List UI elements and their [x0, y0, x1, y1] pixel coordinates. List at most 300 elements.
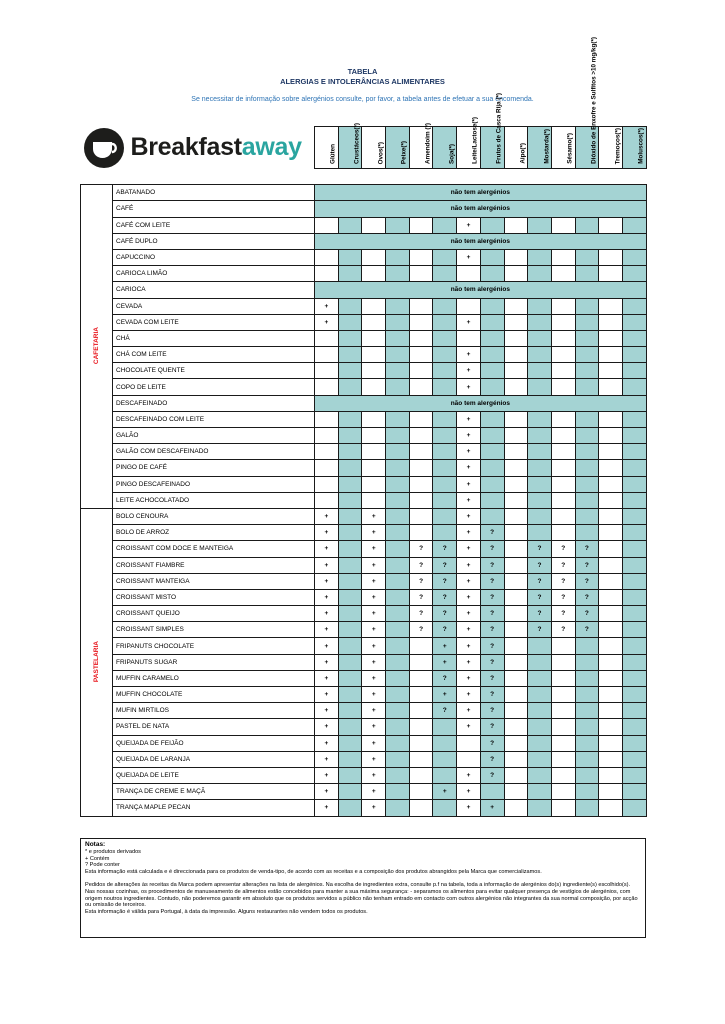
allergen-cell [599, 573, 623, 589]
allergen-cell [551, 444, 575, 460]
header-spacer-row [81, 169, 647, 185]
table-row [81, 606, 647, 622]
allergen-cell [575, 654, 599, 670]
product-name: FRIPANUTS SUGAR [113, 654, 315, 670]
allergen-cell [599, 670, 623, 686]
allergen-cell: ? [575, 589, 599, 605]
allergen-cell [409, 330, 433, 346]
allergen-cell: + [457, 800, 481, 816]
document-title-line-2: ALERGIAS E INTOLERÂNCIAS ALIMENTARES [280, 77, 445, 86]
allergen-cell: + [362, 589, 386, 605]
allergen-cell: + [315, 751, 339, 767]
allergen-cell: + [315, 314, 339, 330]
allergen-cell [575, 687, 599, 703]
allergen-cell [622, 751, 646, 767]
table-row [81, 185, 647, 201]
allergen-cell [409, 719, 433, 735]
allergen-cell: + [362, 703, 386, 719]
allergen-cell [338, 589, 362, 605]
allergen-cell [528, 217, 552, 233]
allergen-cell: + [457, 314, 481, 330]
allergen-cell [386, 460, 410, 476]
allergen-cell: + [315, 525, 339, 541]
brand-word-accent: away [241, 133, 302, 161]
allergen-cell [528, 428, 552, 444]
allergen-cell [622, 784, 646, 800]
allergen-cell [622, 767, 646, 783]
allergen-cell [622, 622, 646, 638]
document-title: TABELA [347, 67, 378, 76]
allergen-cell [338, 638, 362, 654]
allergen-cell: ? [528, 622, 552, 638]
allergen-cell [480, 460, 504, 476]
table-row [81, 347, 647, 363]
allergen-cell: + [457, 784, 481, 800]
allergen-cell [409, 347, 433, 363]
allergen-cell [504, 670, 528, 686]
allergen-cell [622, 654, 646, 670]
allergen-cell [409, 703, 433, 719]
allergen-cell [386, 622, 410, 638]
allergen-cell [504, 687, 528, 703]
allergen-cell [362, 411, 386, 427]
notes-line: Esta informação está calculada e é direccionada para os produtos de venda-tipo, de acordo com as receitas e a composição dos produtos abrangidos pela Marca que comercializamos. [85, 869, 542, 876]
table-row [81, 557, 647, 573]
allergen-cell: + [433, 654, 457, 670]
allergen-cell [504, 330, 528, 346]
product-name: CAPUCCINO [113, 249, 315, 265]
allergen-cell: ? [409, 573, 433, 589]
allergen-cell: + [315, 298, 339, 314]
allergen-cell [315, 492, 339, 508]
allergen-cell [504, 476, 528, 492]
table-row [81, 573, 647, 589]
allergen-cell: + [315, 589, 339, 605]
allergen-cell [433, 751, 457, 767]
product-name: MUFIN MIRTILOS [113, 703, 315, 719]
allergen-cell: ? [575, 573, 599, 589]
no-allergens-cell: não tem alergénios [315, 201, 647, 217]
allergen-cell [528, 719, 552, 735]
allergen-cell: + [315, 638, 339, 654]
allergen-cell [386, 411, 410, 427]
allergen-cell [528, 800, 552, 816]
allergen-cell [551, 476, 575, 492]
allergen-cell [528, 249, 552, 265]
table-row [81, 298, 647, 314]
allergen-cell [338, 217, 362, 233]
allergen-cell [622, 411, 646, 427]
allergen-cell [315, 411, 339, 427]
allergen-cell: + [362, 670, 386, 686]
allergen-cell [409, 460, 433, 476]
allergen-cell [338, 444, 362, 460]
allergen-cell: + [315, 687, 339, 703]
allergen-cell [457, 330, 481, 346]
allergen-cell: + [315, 541, 339, 557]
allergen-cell [386, 735, 410, 751]
allergen-cell [504, 314, 528, 330]
allergen-cell [575, 751, 599, 767]
allergen-cell: + [457, 687, 481, 703]
allergen-cell [362, 266, 386, 282]
allergen-cell: + [315, 735, 339, 751]
allergen-cell [551, 347, 575, 363]
notes-line: + Contém [85, 855, 110, 862]
allergen-cell [599, 638, 623, 654]
allergen-cell [315, 460, 339, 476]
allergen-cell [575, 638, 599, 654]
allergen-cell [504, 800, 528, 816]
allergen-cell [622, 428, 646, 444]
allergen-cell: + [362, 784, 386, 800]
allergen-cell [622, 800, 646, 816]
allergen-cell [480, 379, 504, 395]
allergen-cell: ? [480, 525, 504, 541]
allergen-cell [551, 800, 575, 816]
allergen-cell: ? [409, 606, 433, 622]
allergen-cell [528, 444, 552, 460]
allergen-cell [622, 249, 646, 265]
allergen-cell [551, 266, 575, 282]
brand-word-main: Breakfast [130, 133, 242, 161]
allergen-cell [480, 411, 504, 427]
allergen-cell [575, 719, 599, 735]
product-name: CROISSANT MANTEIGA [113, 573, 315, 589]
allergen-cell [599, 719, 623, 735]
allergen-cell [622, 687, 646, 703]
allergen-cell: ? [575, 606, 599, 622]
allergen-cell: + [457, 428, 481, 444]
category-cell [81, 508, 113, 816]
table-row [81, 233, 647, 249]
allergen-cell [551, 751, 575, 767]
product-name: QUEIJADA DE LARANJA [113, 751, 315, 767]
allergen-cell [504, 735, 528, 751]
allergen-cell [528, 314, 552, 330]
allergen-cell [575, 428, 599, 444]
allergen-cell [622, 557, 646, 573]
allergen-cell [504, 411, 528, 427]
allergen-cell [386, 719, 410, 735]
allergen-cell [528, 363, 552, 379]
allergen-cell [409, 266, 433, 282]
allergen-cell [575, 217, 599, 233]
allergen-cell [433, 444, 457, 460]
allergen-cell: + [362, 557, 386, 573]
allergen-cell [504, 492, 528, 508]
table-row [81, 654, 647, 670]
allergen-cell [433, 476, 457, 492]
product-name: CAFÉ [113, 201, 315, 217]
allergen-cell [338, 573, 362, 589]
allergen-cell [433, 525, 457, 541]
allergen-cell [362, 460, 386, 476]
allergen-cell: ? [409, 541, 433, 557]
allergen-cell [433, 330, 457, 346]
allergen-cell: ? [480, 767, 504, 783]
allergen-cell [433, 800, 457, 816]
allergen-table-body [81, 185, 647, 816]
allergen-label: Mostarda(*) [543, 129, 551, 164]
allergen-cell [338, 428, 362, 444]
allergen-cell [338, 347, 362, 363]
allergen-cell [433, 379, 457, 395]
allergen-cell [622, 573, 646, 589]
allergen-cell [362, 492, 386, 508]
allergen-cell [362, 428, 386, 444]
allergen-cell [480, 266, 504, 282]
product-name: CEVADA COM LEITE [113, 314, 315, 330]
table-row [81, 379, 647, 395]
allergen-cell [575, 525, 599, 541]
allergen-cell [575, 767, 599, 783]
allergen-cell [528, 508, 552, 524]
allergen-cell [362, 314, 386, 330]
allergen-cell: + [457, 654, 481, 670]
allergen-cell [504, 541, 528, 557]
allergen-cell: + [457, 444, 481, 460]
allergen-cell [551, 298, 575, 314]
allergen-cell [433, 217, 457, 233]
allergen-cell: ? [528, 541, 552, 557]
notes-line: ? Pode conter [85, 862, 120, 869]
allergen-cell [480, 363, 504, 379]
allergen-cell: + [362, 606, 386, 622]
table-row [81, 249, 647, 265]
allergen-cell [622, 298, 646, 314]
allergen-cell: + [362, 767, 386, 783]
allergen-cell [386, 525, 410, 541]
allergen-cell [528, 735, 552, 751]
allergen-cell [338, 411, 362, 427]
allergen-cell [599, 411, 623, 427]
allergen-cell [315, 428, 339, 444]
allergen-cell [315, 444, 339, 460]
allergen-cell [504, 525, 528, 541]
table-row [81, 476, 647, 492]
allergen-cell [551, 492, 575, 508]
allergen-cell [622, 460, 646, 476]
allergen-cell [504, 654, 528, 670]
allergen-cell [409, 508, 433, 524]
allergen-cell [409, 525, 433, 541]
table-row [81, 784, 647, 800]
coffee-cup-icon [83, 127, 125, 169]
allergen-cell: + [433, 687, 457, 703]
allergen-cell [409, 411, 433, 427]
allergen-cell [575, 444, 599, 460]
allergen-cell [528, 379, 552, 395]
product-name: ABATANADO [113, 185, 315, 201]
allergen-cell [504, 606, 528, 622]
allergen-column-header [575, 37, 599, 169]
allergen-cell [504, 298, 528, 314]
allergen-cell [338, 266, 362, 282]
allergen-cell [338, 654, 362, 670]
allergen-cell [386, 784, 410, 800]
allergen-cell: + [315, 767, 339, 783]
allergen-cell [386, 654, 410, 670]
allergen-cell [409, 800, 433, 816]
product-name: DESCAFEINADO [113, 395, 315, 411]
table-row [81, 282, 647, 298]
allergen-label: Crustáceos(*) [353, 123, 361, 164]
allergen-cell [528, 411, 552, 427]
brand-wordmark [131, 133, 302, 162]
allergen-cell [599, 379, 623, 395]
allergen-cell [528, 476, 552, 492]
allergen-cell [504, 719, 528, 735]
allergen-cell [575, 266, 599, 282]
allergen-cell [409, 492, 433, 508]
allergen-cell [551, 638, 575, 654]
allergen-cell [386, 330, 410, 346]
allergen-cell [433, 411, 457, 427]
allergen-cell: ? [480, 719, 504, 735]
allergen-cell: ? [528, 606, 552, 622]
allergen-cell [433, 719, 457, 735]
allergen-cell [409, 444, 433, 460]
allergen-cell [599, 508, 623, 524]
allergen-cell [551, 525, 575, 541]
allergen-cell: ? [528, 573, 552, 589]
allergen-cell: + [457, 347, 481, 363]
allergen-cell: + [457, 411, 481, 427]
allergen-cell [386, 557, 410, 573]
allergen-cell [622, 492, 646, 508]
allergen-label: Sésamo(*) [566, 133, 574, 164]
allergen-cell [386, 751, 410, 767]
allergen-cell: + [315, 606, 339, 622]
allergen-cell [480, 347, 504, 363]
allergen-cell: + [315, 654, 339, 670]
allergen-cell [386, 363, 410, 379]
allergen-cell: + [457, 606, 481, 622]
allergen-cell [338, 492, 362, 508]
allergen-cell [480, 784, 504, 800]
logo-cell [81, 127, 315, 169]
allergen-cell: ? [480, 670, 504, 686]
product-name: CHÁ [113, 330, 315, 346]
allergen-cell [362, 298, 386, 314]
product-name: TRANÇA MAPLE PECAN [113, 800, 315, 816]
allergen-cell [338, 508, 362, 524]
allergen-cell [575, 330, 599, 346]
allergen-cell [599, 525, 623, 541]
product-name: DESCAFEINADO COM LEITE [113, 411, 315, 427]
allergen-cell [338, 314, 362, 330]
allergen-cell [599, 606, 623, 622]
table-row [81, 751, 647, 767]
allergen-cell: ? [551, 557, 575, 573]
allergen-cell [551, 670, 575, 686]
allergen-cell [599, 476, 623, 492]
allergen-cell [599, 266, 623, 282]
allergen-cell [528, 687, 552, 703]
allergen-cell [433, 347, 457, 363]
allergen-cell: + [457, 557, 481, 573]
allergen-cell [386, 428, 410, 444]
allergen-cell [409, 638, 433, 654]
allergen-cell: ? [575, 557, 599, 573]
allergen-cell: ? [551, 606, 575, 622]
allergen-cell [622, 314, 646, 330]
allergen-cell [551, 767, 575, 783]
allergen-cell [433, 492, 457, 508]
allergen-cell: + [457, 508, 481, 524]
allergen-cell [362, 217, 386, 233]
allergen-cell: ? [480, 606, 504, 622]
allergen-cell [575, 670, 599, 686]
allergen-cell [575, 703, 599, 719]
table-row [81, 266, 647, 282]
allergen-cell [480, 249, 504, 265]
allergen-cell [386, 217, 410, 233]
table-row [81, 767, 647, 783]
table-row [81, 638, 647, 654]
product-name: CROISSANT FIAMBRE [113, 557, 315, 573]
allergen-cell [386, 767, 410, 783]
allergen-cell [338, 541, 362, 557]
allergen-cell [599, 557, 623, 573]
notes-paragraph: Esta informação é válida para Portugal, à data da impressão. Alguns restaurantes não vendem todos os produtos. [85, 909, 368, 916]
allergen-cell [386, 703, 410, 719]
allergen-cell [622, 363, 646, 379]
notes-box [80, 838, 646, 938]
allergen-cell: + [457, 476, 481, 492]
allergen-cell [480, 444, 504, 460]
allergen-cell: ? [409, 557, 433, 573]
allergen-column-header [362, 127, 386, 169]
allergen-cell: ? [528, 589, 552, 605]
allergen-cell: + [457, 363, 481, 379]
allergen-cell: ? [575, 541, 599, 557]
allergen-label: Aipo(*) [519, 143, 527, 164]
allergen-cell [409, 314, 433, 330]
product-name: QUEIJADA DE FEIJÃO [113, 735, 315, 751]
table-row [81, 670, 647, 686]
allergen-cell [599, 735, 623, 751]
product-name: CEVADA [113, 298, 315, 314]
allergen-cell [622, 719, 646, 735]
allergen-cell [409, 670, 433, 686]
allergen-cell [622, 670, 646, 686]
allergen-cell: + [362, 622, 386, 638]
allergen-cell [386, 492, 410, 508]
category-label: CAFETARIA [93, 327, 100, 365]
allergen-cell: + [457, 670, 481, 686]
allergen-cell [386, 800, 410, 816]
allergen-cell [622, 703, 646, 719]
allergen-cell [599, 767, 623, 783]
allergen-cell [433, 735, 457, 751]
allergen-cell [528, 784, 552, 800]
allergen-cell [433, 249, 457, 265]
allergen-cell: + [457, 249, 481, 265]
notes-line: * e produtos derivados [85, 848, 141, 855]
allergen-cell: + [315, 557, 339, 573]
allergen-cell [575, 460, 599, 476]
product-name: CARIOCA LIMÃO [113, 266, 315, 282]
allergen-cell [599, 751, 623, 767]
allergen-cell [622, 638, 646, 654]
allergen-cell [433, 428, 457, 444]
allergen-cell [338, 606, 362, 622]
allergen-cell [457, 735, 481, 751]
allergen-cell [480, 492, 504, 508]
allergen-cell [315, 330, 339, 346]
